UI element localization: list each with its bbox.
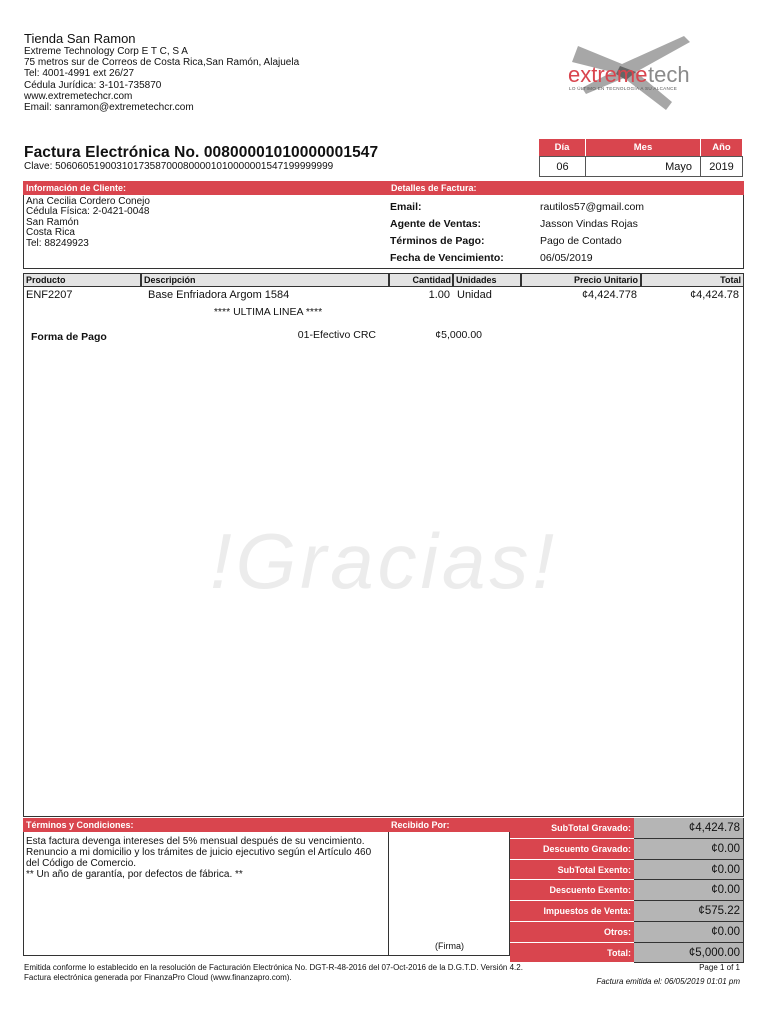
- totals-row: [510, 922, 744, 943]
- payment-label: Forma de Pago: [31, 331, 107, 343]
- signature-box: [389, 832, 510, 956]
- terms-line: Renuncio a mi domicilio y los trámites de juicio ejecutivo según el Artículo 460: [26, 847, 372, 858]
- col-unidades: Unidades: [456, 275, 497, 285]
- terms-line: ** Un año de garantía, por defectos de fábrica. **: [26, 869, 243, 880]
- logo-graphic: [562, 32, 702, 114]
- client-header: Información de Cliente:: [26, 183, 127, 193]
- item-code: ENF2207: [26, 289, 73, 301]
- month-header: Mes: [586, 139, 701, 156]
- item-unit: Unidad: [457, 289, 492, 301]
- client-section-bar: [23, 181, 744, 195]
- table-row: [23, 289, 744, 303]
- agent-label: Agente de Ventas:: [390, 218, 482, 230]
- table-header: [23, 273, 744, 287]
- email-value: rautilos57@gmail.com: [540, 201, 645, 213]
- year-value: 2019: [701, 156, 743, 177]
- col-cantidad: Cantidad: [412, 275, 451, 285]
- totals-row: [510, 880, 744, 901]
- totals-row: [510, 943, 744, 964]
- footer-notes: [24, 963, 523, 983]
- invoice-title: Factura Electrónica No. 00800001010000001547: [24, 144, 379, 161]
- terms-label: Términos de Pago:: [390, 235, 485, 247]
- subtotal-exento-label: SubTotal Exento:: [510, 860, 634, 881]
- payment-method: 01-Efectivo CRC: [297, 329, 376, 341]
- col-total: Total: [720, 275, 741, 285]
- col-producto: Producto: [26, 275, 66, 285]
- footer-resolution: Emitida conforme lo establecido en la resolución de Facturación Electrónica No. DGT-R-48-2016 del 07-Oct-2016 de la D.G.T.D. Versión 4.2.: [24, 963, 523, 972]
- logo-text-gray: tech: [648, 62, 690, 87]
- item-description: Base Enfriadora Argom 1584: [148, 289, 290, 301]
- subtotal-gravado-label: SubTotal Gravado:: [510, 818, 634, 839]
- store-line: Cédula Jurídica: 3-101-735870: [24, 79, 162, 91]
- received-header: Recibido Por:: [389, 818, 510, 832]
- details-header: Detalles de Factura:: [391, 183, 477, 193]
- issued-timestamp: Factura emitida el: 06/05/2019 01:01 pm: [596, 977, 740, 986]
- store-line: Extreme Technology Corp E T C, S A: [24, 46, 188, 57]
- terms-text: [26, 836, 386, 880]
- store-name: Tienda San Ramon: [24, 31, 136, 46]
- col-descripcion: Descripción: [144, 275, 196, 285]
- descuento-exento-value: ¢0.00: [634, 880, 744, 901]
- date-box: [539, 139, 743, 177]
- due-date-value: 06/05/2019: [540, 252, 593, 264]
- totals-row: [510, 860, 744, 881]
- totals-row: [510, 839, 744, 860]
- detail-labels: [390, 199, 504, 267]
- client-id: Cédula Física: 2-0421-0048: [26, 206, 150, 218]
- page-number: Page 1 of 1: [699, 963, 740, 972]
- otros-value: ¢0.00: [634, 922, 744, 943]
- impuestos-value: ¢575.22: [634, 901, 744, 922]
- store-line: 75 metros sur de Correos de Costa Rica,San Ramón, Alajuela: [24, 57, 300, 69]
- terms-line: del Código de Comercio.: [26, 858, 137, 869]
- item-quantity: 1.00: [428, 289, 450, 301]
- client-country: Costa Rica: [26, 227, 75, 239]
- company-logo: [562, 32, 702, 114]
- col-precio: Precio Unitario: [573, 275, 638, 285]
- totals-row: [510, 901, 744, 922]
- footer-generator: Factura electrónica generada por FinanzaPro Cloud (www.finanzapro.com).: [24, 973, 292, 982]
- signature-label: (Firma): [435, 941, 464, 951]
- day-header: Día: [539, 139, 586, 156]
- agent-value: Jasson Vindas Rojas: [540, 218, 638, 230]
- email-label: Email:: [390, 201, 422, 213]
- logo-text-red: extreme: [568, 62, 648, 87]
- subtotal-gravado-value: ¢4,424.78: [634, 818, 744, 839]
- terms-value: Pago de Contado: [540, 235, 622, 247]
- year-header: Año: [701, 139, 743, 156]
- totals-row: [510, 818, 744, 839]
- logo-tagline: LO ÚLTIMO EN TECNOLOGÍA A SU ALCANCE: [569, 86, 678, 91]
- store-address: [24, 46, 299, 113]
- terms-header: Términos y Condiciones:: [23, 818, 389, 832]
- day-value: 06: [539, 156, 586, 177]
- gracias-watermark: !Gracias!: [209, 517, 559, 605]
- invoice-clave: Clave: 50606051900310173587000800001010000001547199999999: [24, 161, 334, 172]
- store-line: www.extremetechcr.com: [24, 90, 133, 102]
- client-info: [26, 197, 150, 249]
- client-phone: Tel: 88249923: [26, 237, 89, 249]
- descuento-gravado-label: Descuento Gravado:: [510, 839, 634, 860]
- descuento-exento-label: Descuento Exento:: [510, 880, 634, 901]
- total-value: ¢5,000.00: [634, 943, 744, 964]
- total-label: Total:: [510, 943, 634, 964]
- descuento-gravado-value: ¢0.00: [634, 839, 744, 860]
- payment-amount: ¢5,000.00: [435, 329, 482, 341]
- otros-label: Otros:: [510, 922, 634, 943]
- client-city: San Ramón: [26, 216, 79, 228]
- item-unit-price: ¢4,424.778: [581, 289, 637, 301]
- store-header: [24, 31, 299, 113]
- item-total: ¢4,424.78: [690, 289, 739, 301]
- detail-values: [540, 199, 644, 267]
- impuestos-label: Impuestos de Venta:: [510, 901, 634, 922]
- month-value: Mayo: [586, 156, 701, 177]
- store-line: Tel: 4001-4991 ext 26/27: [24, 68, 135, 80]
- subtotal-exento-value: ¢0.00: [634, 860, 744, 881]
- due-date-label: Fecha de Vencimiento:: [390, 252, 504, 264]
- last-line-marker: **** ULTIMA LINEA ****: [213, 306, 323, 318]
- terms-line: Esta factura devenga intereses del 5% mensual después de su vencimiento.: [26, 836, 365, 847]
- store-line: Email: sanramon@extremetechcr.com: [24, 102, 194, 114]
- client-name: Ana Cecilia Cordero Conejo: [26, 196, 150, 207]
- totals-table: [510, 818, 744, 963]
